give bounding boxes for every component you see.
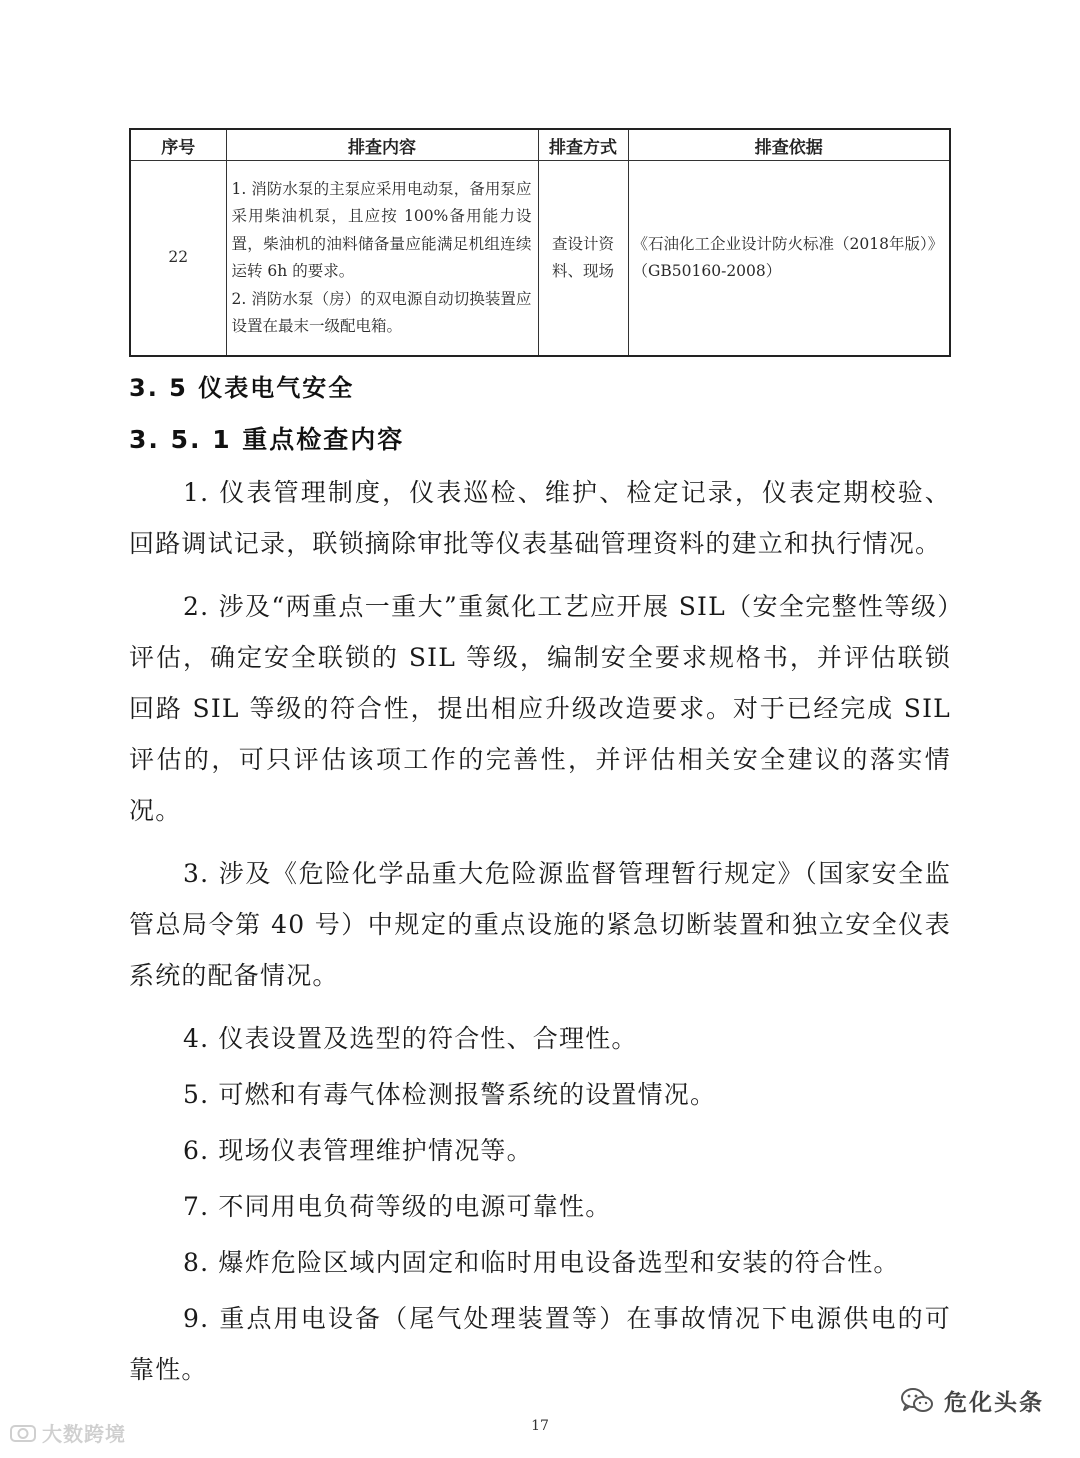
inspection-table [129,128,951,357]
paragraph-item-4: 4. 仪表设置及选型的符合性、合理性。 [183,1024,638,1053]
paragraph-item-8: 8. 爆炸危险区域内固定和临时用电设备选型和安装的符合性。 [183,1248,900,1277]
row-content [226,161,538,357]
body-text [129,467,951,1407]
paragraph-item-7: 7. 不同用电负荷等级的电源可靠性。 [183,1192,612,1221]
header-method: 排查方式 [538,129,628,161]
watermark-right-text: 危化头条 [944,1390,1044,1416]
row-method: 查设计资料、现场 [538,161,628,357]
table-header-row [130,129,950,161]
wechat-icon [900,1387,934,1415]
subsection-title: 3. 5. 1 重点检查内容 [129,425,405,454]
watermark-left-text: 大数跨境 [42,1422,126,1446]
row-content-line: 1. 消防水泵的主泵应采用电动泵，备用泵应采用柴油机泵，且应按 100%备用能力设置，柴油机的油料储备量应能满足机组连续运转 6h 的要求。 [231,179,532,280]
header-index: 序号 [130,129,226,161]
header-content: 排查内容 [226,129,538,161]
row-index: 22 [130,161,226,357]
paragraph-item-9: 9. 重点用电设备（尾气处理装置等）在事故情况下电源供电的可靠性。 [129,1304,951,1384]
header-basis: 排查依据 [628,129,950,161]
paragraph-item-2: 2. 涉及“两重点一重大”重氮化工艺应开展 SIL（安全完整性等级）评估，确定安全联锁的 SIL 等级，编制安全要求规格书，并评估联锁回路 SIL 等级的符合性，提出相应升级改造要求。对于已经完成 SIL 评估的，可只评估该项工作的完善性，并评估相关安全建议的落实情况。 [129,592,951,825]
paragraph-item-3: 3. 涉及《危险化学品重大危险源监督管理暂行规定》（国家安全监管总局令第 40 号）中规定的重点设施的紧急切断装置和独立安全仪表系统的配备情况。 [129,859,951,990]
paragraph-item-1: 1. 仪表管理制度，仪表巡检、维护、检定记录，仪表定期校验、回路调试记录，联锁摘除审批等仪表基础管理资料的建立和执行情况。 [129,478,951,558]
page-number: 17 [531,1418,549,1434]
row-content-line: 2. 消防水泵（房）的双电源自动切换装置应设置在最末一级配电箱。 [231,289,532,335]
paragraph-item-5: 5. 可燃和有毒气体检测报警系统的设置情况。 [183,1080,717,1109]
table-row [130,161,950,357]
paragraph-item-6: 6. 现场仪表管理维护情况等。 [183,1136,533,1165]
watermark-right [900,1384,1044,1417]
row-basis: 《石油化工企业设计防火标准（2018年版）》（GB50160-2008） [628,161,950,357]
section-title: 3. 5 仪表电气安全 [129,374,355,402]
